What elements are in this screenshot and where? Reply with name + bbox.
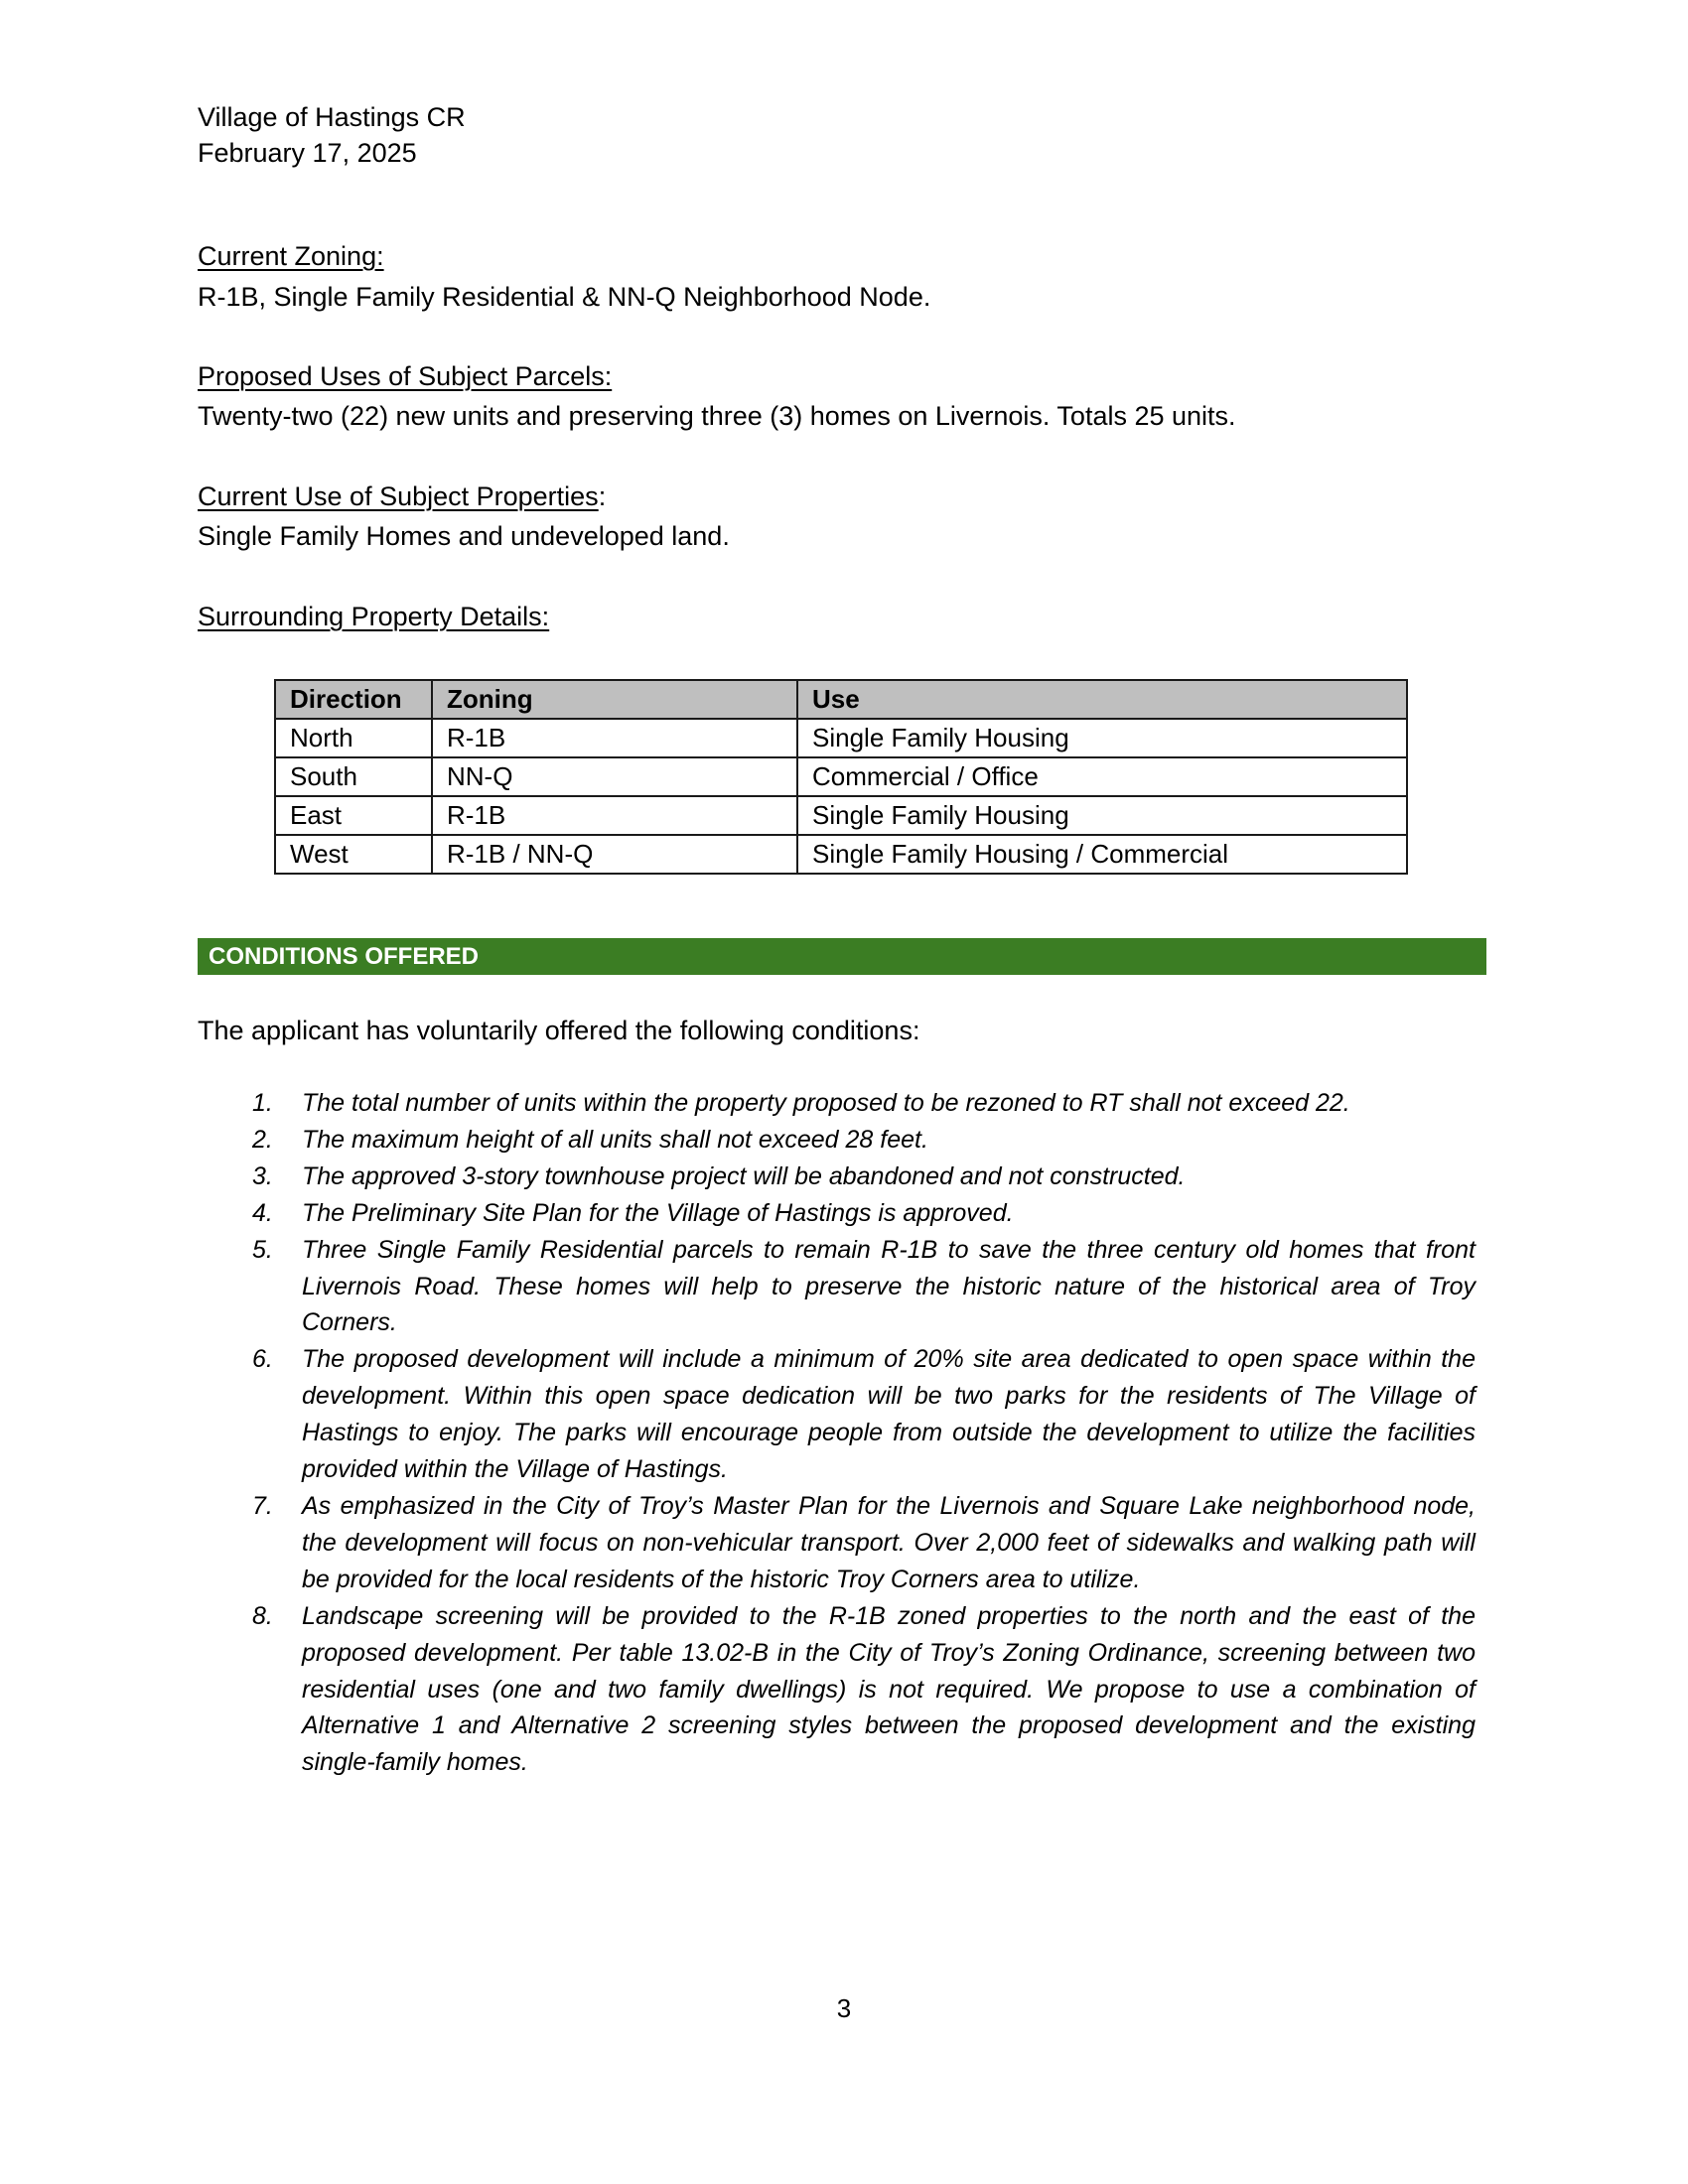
list-item-text: As emphasized in the City of Troy’s Master Plan for the Livernois and Square Lake neighborhood node, the development will focus on non-vehicular transport. Over 2,000 feet of sidewalks and walking path will be provided for the local residents of the historic Troy Corners area to utilize.	[302, 1491, 1476, 1593]
current-zoning-heading: Current Zoning:	[198, 241, 384, 271]
list-item-text: The approved 3-story townhouse project will be abandoned and not constructed.	[302, 1161, 1186, 1190]
page-number: 3	[836, 1993, 852, 2023]
cell-zoning: R-1B / NN-Q	[432, 835, 797, 874]
list-item-text: The total number of units within the property proposed to be rezoned to RT shall not exceed 22.	[302, 1089, 1350, 1117]
surrounding-heading: Surrounding Property Details:	[198, 602, 550, 631]
cell-zoning: R-1B	[432, 796, 797, 835]
table-row	[275, 796, 1407, 835]
conditions-list	[252, 1085, 1476, 1781]
conditions-offered-title: CONDITIONS OFFERED	[209, 943, 480, 970]
list-item-number: 1.	[252, 1089, 273, 1117]
list-item-number: 2.	[252, 1125, 273, 1154]
list-item-number: 5.	[252, 1235, 273, 1264]
cell-direction: East	[275, 796, 432, 835]
column-header-zoning: Zoning	[432, 680, 797, 719]
proposed-uses-text: Twenty-two (22) new units and preserving three (3) homes on Livernois. Totals 25 units.	[198, 401, 1236, 431]
current-use-text: Single Family Homes and undeveloped land.	[198, 521, 730, 551]
table-header-row	[275, 680, 1407, 719]
list-item	[252, 1122, 1476, 1159]
cell-use: Single Family Housing / Commercial	[797, 835, 1407, 874]
list-item	[252, 1232, 1476, 1342]
table-row	[275, 757, 1407, 796]
table-row	[275, 719, 1407, 757]
list-item-text: Three Single Family Residential parcels to remain R-1B to save the three century old homes that front Livernois Road. These homes will help to preserve the historic nature of the historical area of Troy Corners.	[302, 1235, 1476, 1337]
column-header-direction: Direction	[275, 680, 432, 719]
list-item	[252, 1598, 1476, 1782]
list-item-text: The proposed development will include a minimum of 20% site area dedicated to open space within the development. Within this open space dedication will be two parks for the residents of The Village of Hastings to enjoy. The parks will encourage people from outside the development to utilize the facilities provided within the Village of Hastings.	[302, 1345, 1476, 1484]
surrounding-property-table	[274, 679, 1408, 875]
list-item-number: 8.	[252, 1601, 273, 1630]
column-header-use: Use	[797, 680, 1407, 719]
cell-zoning: NN-Q	[432, 757, 797, 796]
cell-use: Single Family Housing	[797, 796, 1407, 835]
list-item	[252, 1488, 1476, 1598]
cell-direction: West	[275, 835, 432, 874]
list-item-text: The maximum height of all units shall not exceed 28 feet.	[302, 1125, 928, 1154]
list-item-text: The Preliminary Site Plan for the Village of Hastings is approved.	[302, 1198, 1014, 1227]
conditions-offered-banner	[198, 938, 1486, 975]
list-item-text: Landscape screening will be provided to the R-1B zoned properties to the north and the east of the proposed development. Per table 13.02-B in the City of Troy’s Zoning Ordinance, screening between two residential uses (one and two family dwellings) is not required. We propose to use a combination of Alternative 1 and Alternative 2 screening styles between the proposed development and the existing single-family homes.	[302, 1601, 1476, 1777]
proposed-uses-heading: Proposed Uses of Subject Parcels:	[198, 361, 613, 391]
cell-direction: South	[275, 757, 432, 796]
list-item	[252, 1195, 1476, 1232]
current-zoning-text: R-1B, Single Family Residential & NN-Q Neighborhood Node.	[198, 282, 931, 312]
list-item	[252, 1085, 1476, 1122]
current-use-heading-line	[198, 477, 606, 516]
document-date: February 17, 2025	[198, 138, 417, 168]
current-use-heading: Current Use of Subject Properties	[198, 481, 599, 511]
list-item-number: 6.	[252, 1345, 273, 1374]
list-item-number: 7.	[252, 1491, 273, 1520]
cell-use: Commercial / Office	[797, 757, 1407, 796]
table-row	[275, 835, 1407, 874]
conditions-intro: The applicant has voluntarily offered the following conditions:	[198, 1016, 920, 1045]
cell-direction: North	[275, 719, 432, 757]
cell-use: Single Family Housing	[797, 719, 1407, 757]
list-item-number: 3.	[252, 1161, 273, 1190]
document-project-name: Village of Hastings CR	[198, 102, 466, 132]
list-item	[252, 1159, 1476, 1195]
list-item	[252, 1341, 1476, 1488]
list-item-number: 4.	[252, 1198, 273, 1227]
current-use-heading-colon: :	[598, 481, 607, 511]
cell-zoning: R-1B	[432, 719, 797, 757]
